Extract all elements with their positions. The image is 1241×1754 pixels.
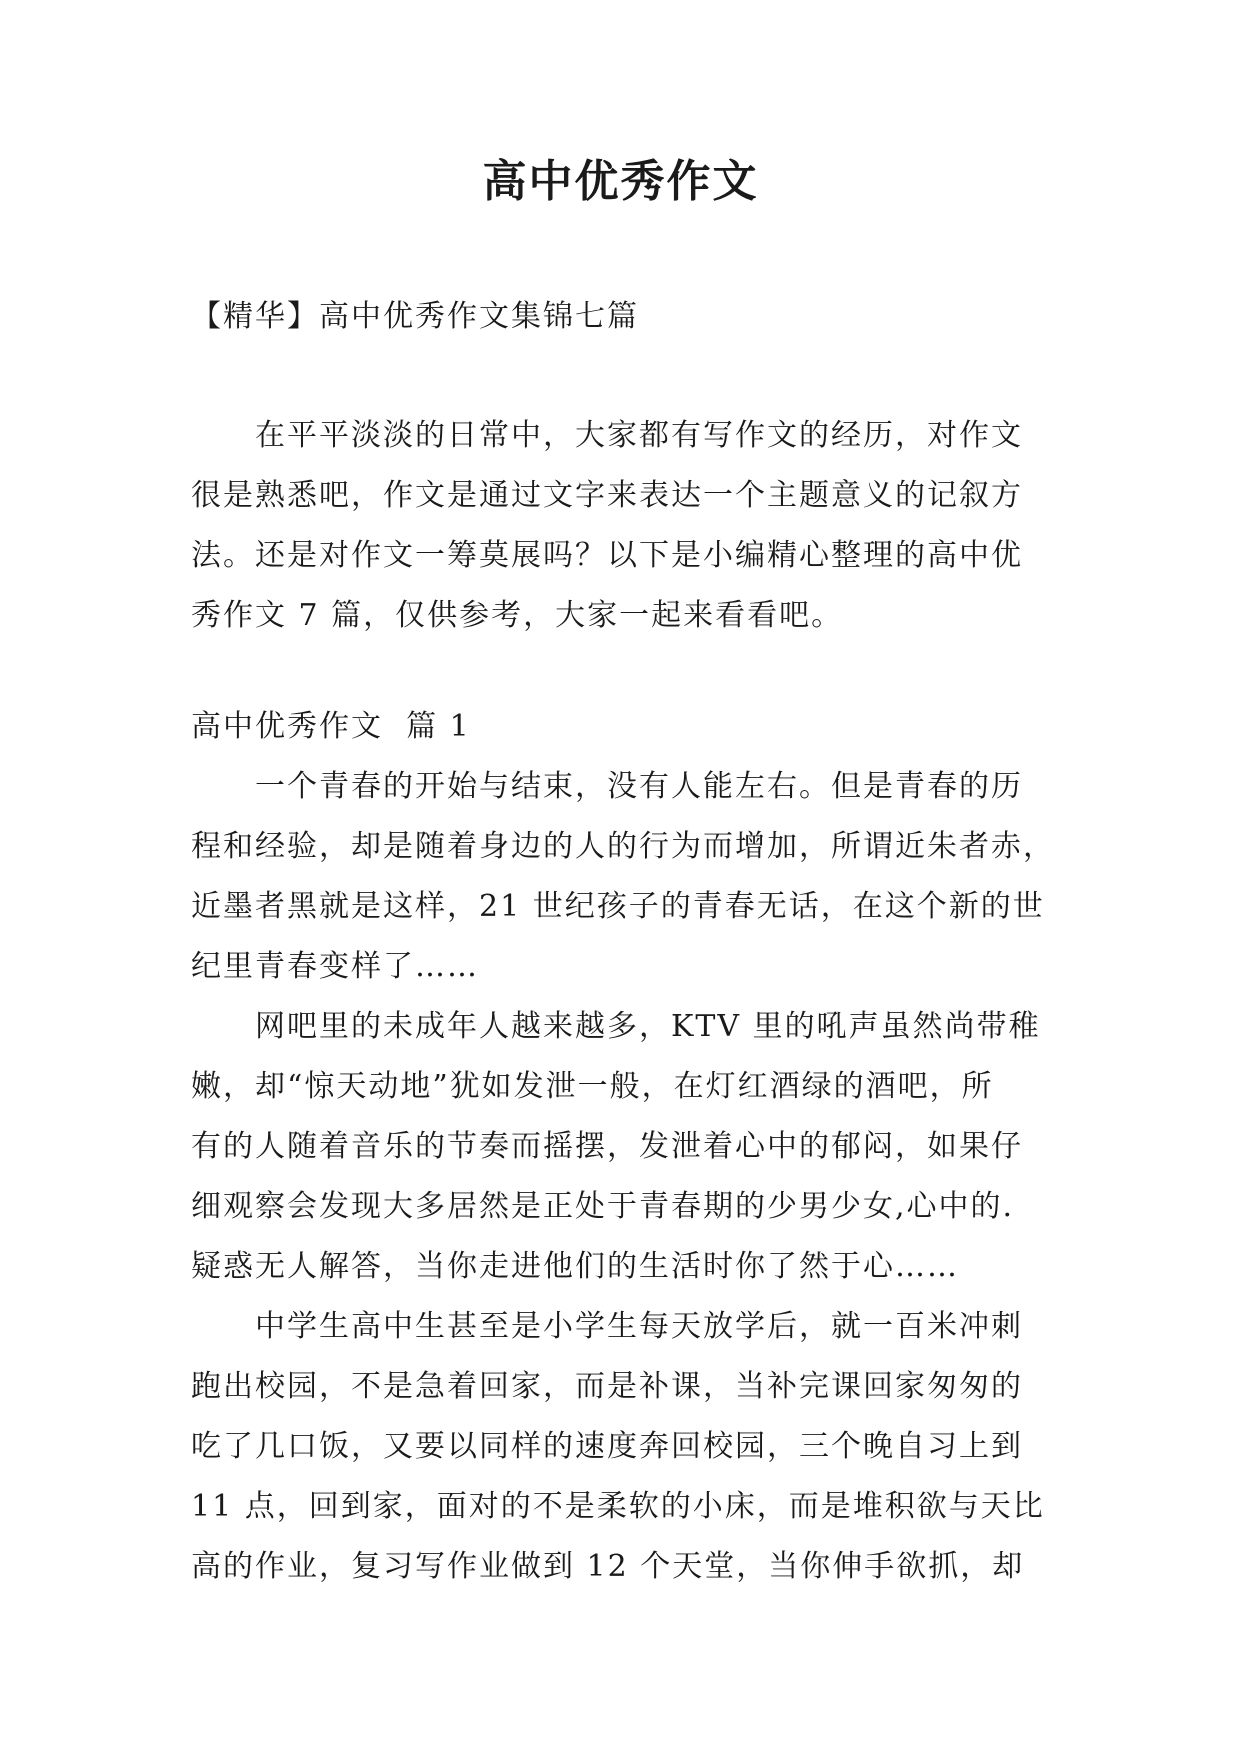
essay-paragraph [191,997,1047,1297]
intro-paragraph [191,406,1047,646]
essay-paragraph [191,1297,1047,1597]
essay-section [191,697,1055,1597]
paragraph-line: 吃了几口饭，又要以同样的速度奔回校园，三个晚自习上到 [191,1429,1023,1464]
paragraph-line: 中学生高中生甚至是小学生每天放学后，就一百米冲刺 [255,1309,1023,1344]
document-title: 高中优秀作文 [482,156,759,207]
intro-line: 法。还是对作文一筹莫展吗？以下是小编精心整理的高中优 [191,538,1023,573]
paragraph-line: 纪里青春变样了…… [191,949,479,984]
section-heading: 高中优秀作文 篇 1 [191,709,471,744]
intro-line: 很是熟悉吧，作文是通过文字来表达一个主题意义的记叙方 [191,478,1023,513]
paragraph-line: 嫩，却“惊天动地”犹如发泄一般，在灯红酒绿的酒吧，所 [191,1069,994,1104]
paragraph-line: 细观察会发现大多居然是正处于青春期的少男少女,心中的. [191,1189,1015,1224]
paragraph-line: 一个青春的开始与结束，没有人能左右。但是青春的历 [255,769,1023,804]
essay-paragraph [191,757,1055,997]
paragraph-line: 程和经验，却是随着身边的人的行为而增加，所谓近朱者赤， [191,829,1055,864]
paragraph-line: 网吧里的未成年人越来越多，KTV 里的吼声虽然尚带稚 [255,1009,1041,1044]
paragraph-line: 疑惑无人解答，当你走进他们的生活时你了然于心…… [191,1249,959,1284]
intro-line: 在平平淡淡的日常中，大家都有写作文的经历，对作文 [255,418,1023,453]
intro-line: 秀作文 7 篇，仅供参考，大家一起来看看吧。 [191,598,844,633]
paragraph-line: 跑出校园，不是急着回家，而是补课，当补完课回家匆匆的 [191,1369,1023,1404]
document-subtitle: 【精华】高中优秀作文集锦七篇 [191,299,639,334]
paragraph-line: 11 点，回到家，面对的不是柔软的小床，而是堆积欲与天比 [191,1489,1045,1524]
paragraph-line: 有的人随着音乐的节奏而摇摆，发泄着心中的郁闷，如果仔 [191,1129,1023,1164]
paragraph-line: 近墨者黑就是这样，21 世纪孩子的青春无话，在这个新的世 [191,889,1045,924]
paragraph-line: 高的作业，复习写作业做到 12 个天堂，当你伸手欲抓，却 [191,1549,1025,1584]
